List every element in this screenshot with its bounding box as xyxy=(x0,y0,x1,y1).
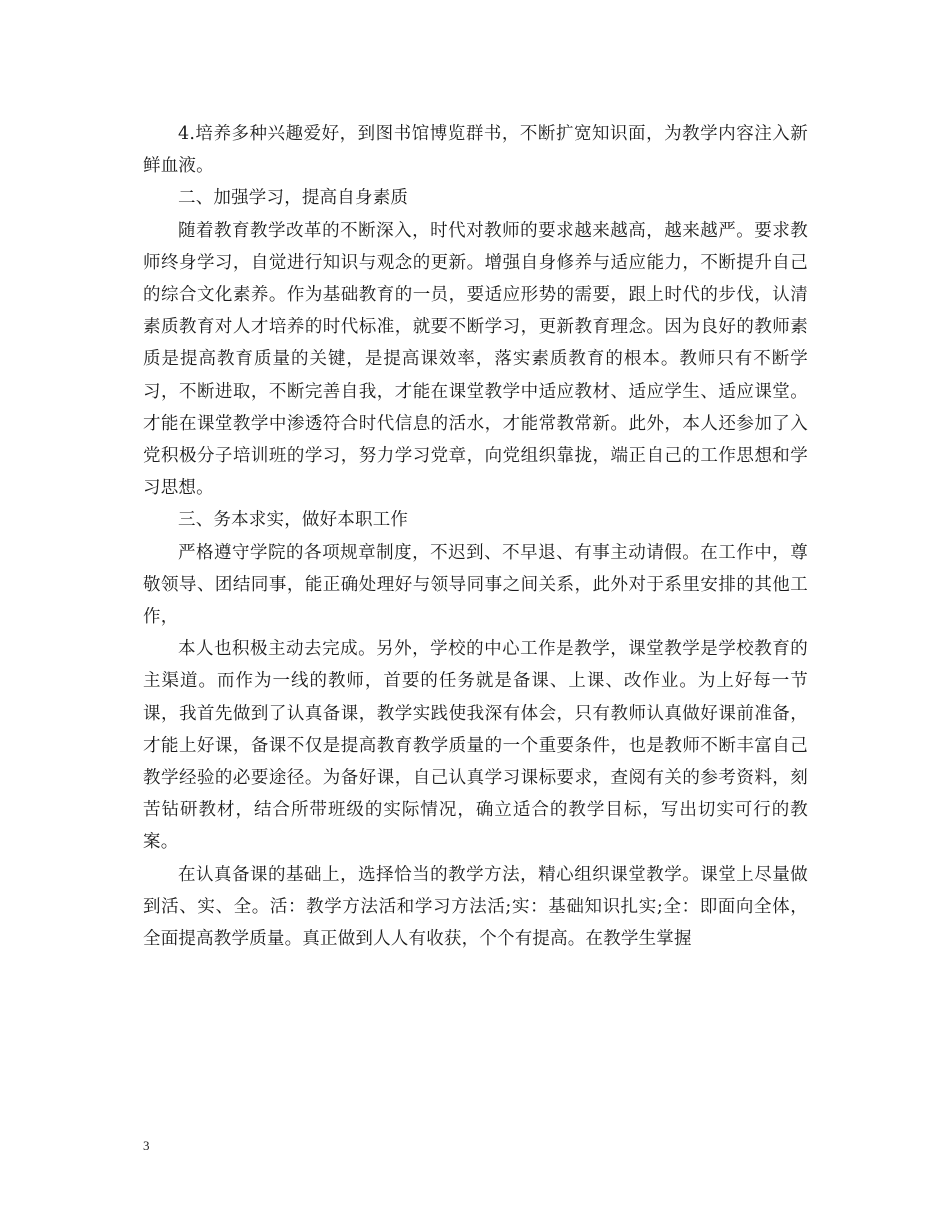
page-number: 3 xyxy=(143,1138,150,1153)
document-body xyxy=(143,118,808,955)
paragraph-rules: 严格遵守学院的各项规章制度，不迟到、不早退、有事主动请假。在工作中，尊敬领导、团结同事，能正确处理好与领导同事之间关系，此外对于系里安排的其他工作， xyxy=(143,542,808,628)
paragraph-education-reform: 随着教育教学改革的不断深入，时代对教师的要求越来越高，越来越严。要求教师终身学习，自觉进行知识与观念的更新。增强自身修养与适应能力，不断提升自己的综合文化素养。作为基础教育的一员，要适应形势的需要，跟上时代的步伐，认清素质教育对人才培养的时代标准，就要不断学习，更新教育理念。因为良好的教师素质是提高教育质量的关键，是提高课效率，落实素质教育的根本。教师只有不断学习，不断进取，不断完善自我，才能在课堂教学中适应教材、适应学生、适应课堂。才能在课堂教学中渗透符合时代信息的活水，才能常教常新。此外，本人还参加了入党积极分子培训班的学习，努力学习党章，向党组织靠拢，端正自己的工作思想和学习思想。 xyxy=(143,220,808,499)
section-heading-duty: 三、务本求实，做好本职工作 xyxy=(178,510,409,531)
paragraph-lesson-prep: 本人也积极主动去完成。另外，学校的中心工作是教学，课堂教学是学校教育的主渠道。而作为一线的教师，首要的任务就是备课、上课、改作业。为上好每一节课，我首先做到了认真备课，教学实践使我深有体会，只有教师认真做好课前准备，才能上好课，备课不仅是提高教育教学质量的一个重要条件，也是教师不断丰富自己教学经验的必要途径。为备好课，自己认真学习课标要求，查阅有关的参考资料，刻苦钻研教材，结合所带班级的实际情况，确立适合的教学目标，写出切实可行的教案。 xyxy=(143,639,808,853)
section-heading-study: 二、加强学习，提高自身素质 xyxy=(178,188,409,209)
paragraph-interest-hobbies: 4.培养多种兴趣爱好，到图书馆博览群书，不断扩宽知识面，为教学内容注入新鲜血液。 xyxy=(143,124,808,177)
paragraph-teaching-methods: 在认真备课的基础上，选择恰当的教学方法，精心组织课堂教学。课堂上尽量做到活、实、全。活：教学方法活和学习方法活;实：基础知识扎实;全：即面向全体，全面提高教学质量。真正做到人人有收获，个个有提高。在教学生掌握 xyxy=(143,864,808,950)
